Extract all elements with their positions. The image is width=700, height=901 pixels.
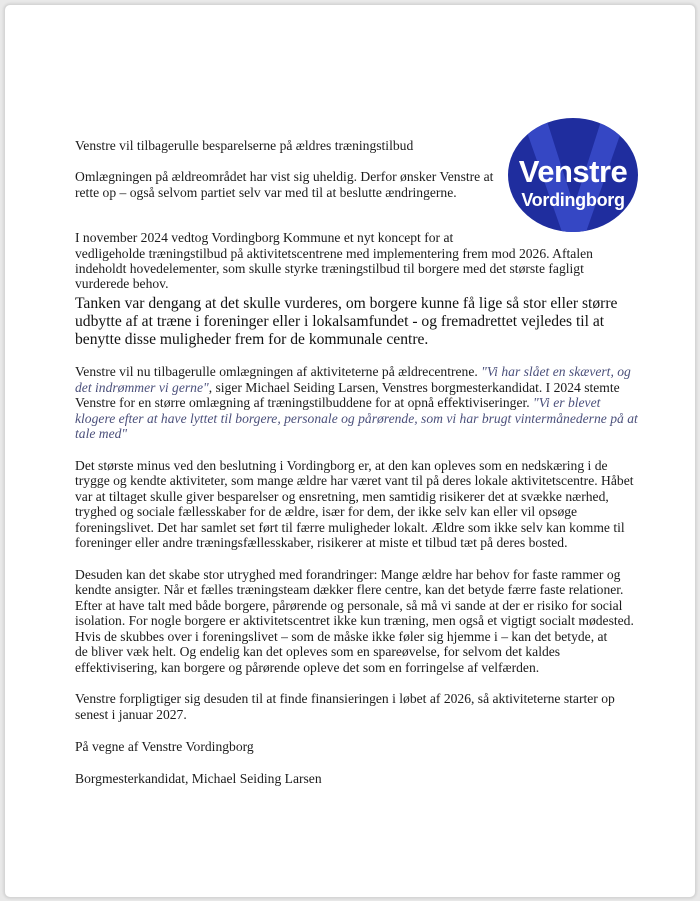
paragraph-line [75,380,620,395]
paragraph-line: foreninger eller andre træningsfællesskaber, risikerer at miste et tilbud tæt på deres bosted. [75,535,568,550]
paragraph-line: effektivisering, kan borgere og pårørende opleve det som en forringelse af velfærden. [75,660,540,675]
paragraph-line [75,411,638,426]
paragraph-line: Efter at have talt med både borgere, pårørende og personale, så må vi sande at der er risiko for social [75,598,623,613]
text-span: Venstre vil nu tilbagerulle omlægningen af aktiviteterne på ældrecentrene. [75,364,482,379]
paragraph-line [75,426,127,441]
paragraph-line: trygge og kendte aktiviteter, som mange ældre har været vant til på deres lokale aktivitetscentre. Håbet [75,473,634,488]
paragraph-line [75,395,600,410]
closing-line: På vegne af Venstre Vordingborg [75,739,254,754]
text-span: Venstre for en større omlægning af træningstilbuddene for at opnå effektiviseringer. [75,395,534,410]
paragraph-line [75,364,631,379]
paragraph-line: var at tiltaget skulle giver besparelser og ensretning, men samtidig risikerer det at svække nærhed, [75,489,609,504]
paragraph-line: I november 2024 vedtog Vordingborg Kommune et nyt koncept for at [75,230,454,245]
document-title: Venstre vil tilbagerulle besparelserne på ældres træningstilbud [75,138,414,153]
paragraph-line: Hvis de skubbes over i foreningslivet – som de måske ikke føler sig hjemme i – kan det betyde, at [75,629,608,644]
quote-text: klogere efter at have lyttet til borgere, personale og pårørende, som vi har brugt vintermånederne på at [75,411,638,426]
paragraph-line: Tanken var dengang at det skulle vurderes, om borgere kunne få lige så stor eller større [75,295,618,312]
paragraph-line: udbytte af at træne i foreninger eller i lokalsamfundet - og fremadrettet vejledes til at [75,313,605,330]
paragraph-line: Desuden kan det skabe stor utryghed med forandringer: Mange ældre har behov for faste rammer og [75,567,621,582]
logo-venstre-text: Venstre [518,154,628,189]
paragraph-line: Det største minus ved den beslutning i Vordingborg er, at den kan opleves som en nedskæring i de [75,458,608,473]
paragraph-line: vurderede behov. [75,276,169,291]
text-span: , siger Michael Seiding Larsen, Venstres borgmesterkandidat. I 2024 stemte [208,380,620,395]
paragraph-line: foreningslivet. Det har samlet set ført til færre muligheder lokalt. Ældre som ikke selv kan komme til [75,520,625,535]
signature-line: Borgmesterkandidat, Michael Seiding Larsen [75,771,322,786]
paragraph-line: benytte disse muligheder frem for de kommunale centre. [75,331,429,348]
quote-text: "Vi er blevet [533,395,601,410]
document-page [4,4,696,898]
intro-line: rette op – også selvom partiet selv var med til at beslutte ændringerne. [75,185,457,200]
logo-vordingborg-text: Vordingborg [521,190,625,210]
venstre-logo [508,118,638,232]
quote-text: tale med" [75,426,128,441]
quote-text: det indrømmer vi gerne" [75,380,209,395]
paragraph-line: de bliver væk helt. Og endelig kan det opleves som en spareøvelse, for selvom det kaldes [75,644,561,659]
intro-line: Omlægningen på ældreområdet har vist sig uheldig. Derfor ønsker Venstre at [75,169,494,184]
paragraph-line: Venstre forpligtiger sig desuden til at finde finansieringen i løbet af 2026, så aktiviteterne starter op [75,691,615,706]
paragraph-line: indeholdt hovedelementer, som skulle styrke træningstilbud til borgere med det største fagligt [75,261,584,276]
paragraph-line: vedligeholde træningstilbud på aktivitetscentrene med implementering frem mod 2026. Aftalen [75,246,593,261]
quote-text: "Vi har slået en skævert, og [481,364,631,379]
paragraph-line: senest i januar 2027. [75,707,187,722]
paragraph-line: tryghed og sociale fællesskaber for de ældre, især for dem, der ikke selv kan eller vil opsøge [75,504,578,519]
paragraph-line: isolation. For nogle borgere er aktivitetscentret ikke kun træning, men også et vigtigt socialt mødested. [75,613,634,628]
paragraph-line: kendte ansigter. Når et fælles træningsteam dækker flere centre, kan det betyde færre faste relationer. [75,582,624,597]
